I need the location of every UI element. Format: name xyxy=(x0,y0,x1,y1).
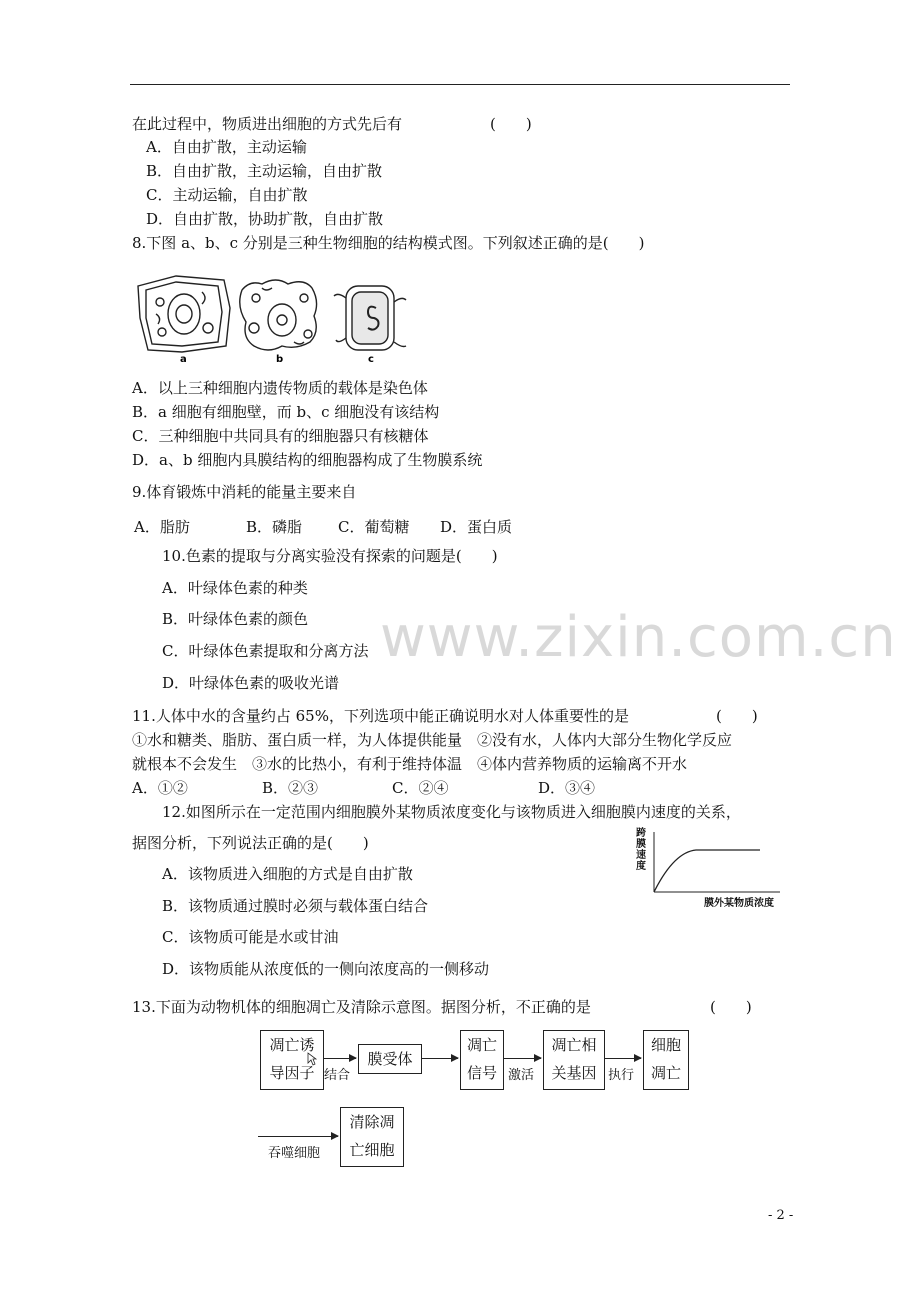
q8-stem: 8.下图 a、b、c 分别是三种生物细胞的结构模式图。下列叙述正确的是( ) xyxy=(132,234,645,252)
q9-option-b: B．磷脂 xyxy=(246,518,303,536)
box-cell-apoptosis: 细胞 凋亡 xyxy=(643,1030,689,1090)
q9-stem: 9.体育锻炼中消耗的能量主要来自 xyxy=(132,483,357,501)
cell-structure-figure xyxy=(132,268,412,364)
plant-cell-nucleus xyxy=(168,294,200,334)
q12-option-d: D．该物质能从浓度低的一侧向浓度高的一侧移动 xyxy=(162,960,490,978)
label-execute: 执行 xyxy=(608,1068,635,1083)
box-apoptosis-genes: 凋亡相 关基因 xyxy=(543,1030,605,1090)
q7-option-d: D．自由扩散，协助扩散，自由扩散 xyxy=(146,210,384,228)
q8-option-d: D．a、b 细胞内具膜结构的细胞器构成了生物膜系统 xyxy=(132,451,483,469)
box-clear-apoptotic-cell: 清除凋 亡细胞 xyxy=(340,1107,404,1167)
box-membrane-receptor: 膜受体 xyxy=(358,1044,422,1074)
q11-statement-line2: 就根本不会发生 ③水的比热小，有利于维持体温 ④体内营养物质的运输离不开水 xyxy=(132,755,688,773)
q11-option-a: A．①② xyxy=(132,779,188,797)
graph-ylabel-1: 跨 xyxy=(636,828,646,839)
graph-ylabel-3: 速 xyxy=(636,850,646,861)
q12-stem-line2: 据图分析，下列说法正确的是( ) xyxy=(132,834,369,852)
q7-option-c: C．主动运输，自由扩散 xyxy=(146,186,308,204)
page-number: - 2 - xyxy=(768,1208,794,1223)
header-rule xyxy=(130,84,790,85)
q13-answer-paren: ( ) xyxy=(710,998,752,1016)
q12-option-c: C．该物质可能是水或甘油 xyxy=(162,928,339,946)
q8-option-a: A．以上三种细胞内遗传物质的载体是染色体 xyxy=(132,379,428,397)
plant-cell-membrane xyxy=(146,282,222,346)
q11-option-c: C．②④ xyxy=(392,779,449,797)
label-phagocyte: 吞噬细胞 xyxy=(268,1146,321,1161)
q9-option-c: C．葡萄糖 xyxy=(338,518,410,536)
q8-option-c: C．三种细胞中共同具有的细胞器只有核糖体 xyxy=(132,427,429,445)
q7-option-a: A．自由扩散，主动运输 xyxy=(146,138,307,156)
q11-option-d: D．③④ xyxy=(538,779,596,797)
q10-option-b: B．叶绿体色素的颜色 xyxy=(162,610,309,628)
membrane-transport-graph xyxy=(634,826,784,910)
q8-option-b: B．a 细胞有细胞壁，而 b、c 细胞没有该结构 xyxy=(132,403,440,421)
q11-stem: 11.人体中水的含量约占 65%，下列选项中能正确说明水对人体重要性的是 xyxy=(132,707,629,725)
q9-option-a: A．脂肪 xyxy=(134,518,190,536)
q10-option-a: A．叶绿体色素的种类 xyxy=(162,579,308,597)
q7-stem: 在此过程中，物质进出细胞的方式先后有 xyxy=(132,115,403,133)
q10-option-c: C．叶绿体色素提取和分离方法 xyxy=(162,642,369,660)
label-a: a xyxy=(180,354,187,364)
box-apoptosis-signal: 凋亡 信号 xyxy=(460,1030,504,1090)
arrow-execute xyxy=(604,1058,641,1059)
q10-stem: 10.色素的提取与分离实验没有探索的问题是( ) xyxy=(162,547,498,565)
label-c: c xyxy=(368,354,374,364)
graph-ylabel-2: 膜 xyxy=(636,839,646,850)
transport-curve xyxy=(654,850,760,892)
box-apoptosis-inducer: 凋亡诱 导因子 xyxy=(260,1030,324,1090)
label-activate: 激活 xyxy=(508,1068,535,1083)
q12-option-a: A．该物质进入细胞的方式是自由扩散 xyxy=(162,865,413,883)
label-b: b xyxy=(276,354,284,364)
animal-cell-nucleus xyxy=(268,304,296,336)
q12-stem-line1: 12.如图所示在一定范围内细胞膜外某物质浓度变化与该物质进入细胞膜内速度的关系， xyxy=(162,803,741,821)
arrow-activate xyxy=(503,1058,541,1059)
animal-cell-membrane xyxy=(240,280,317,350)
q11-statement-line1: ①水和糖类、脂肪、蛋白质一样，为人体提供能量 ②没有水，人体内大部分生物化学反应 xyxy=(132,731,733,749)
graph-xlabel: 膜外某物质浓度 xyxy=(704,898,774,909)
q9-option-d: D．蛋白质 xyxy=(440,518,513,536)
arrow-bind xyxy=(323,1058,356,1059)
q10-option-d: D．叶绿体色素的吸收光谱 xyxy=(162,674,340,692)
q11-answer-paren: ( ) xyxy=(716,707,758,725)
q12-option-b: B．该物质通过膜时必须与载体蛋白结合 xyxy=(162,897,429,915)
q13-stem: 13.下面为动物机体的细胞凋亡及清除示意图。据图分析，不正确的是 xyxy=(132,998,591,1016)
q7-option-b: B．自由扩散，主动运输，自由扩散 xyxy=(146,162,383,180)
q11-option-b: B．②③ xyxy=(262,779,319,797)
arrow-phagocyte xyxy=(258,1136,338,1137)
graph-ylabel-4: 度 xyxy=(636,861,646,872)
q7-answer-paren: ( ) xyxy=(490,115,532,133)
mouse-cursor-icon xyxy=(307,1052,317,1066)
label-bind: 结合 xyxy=(324,1068,351,1083)
watermark: www.zixin.com.cn xyxy=(380,605,897,670)
arrow-receptor-signal xyxy=(421,1058,458,1059)
